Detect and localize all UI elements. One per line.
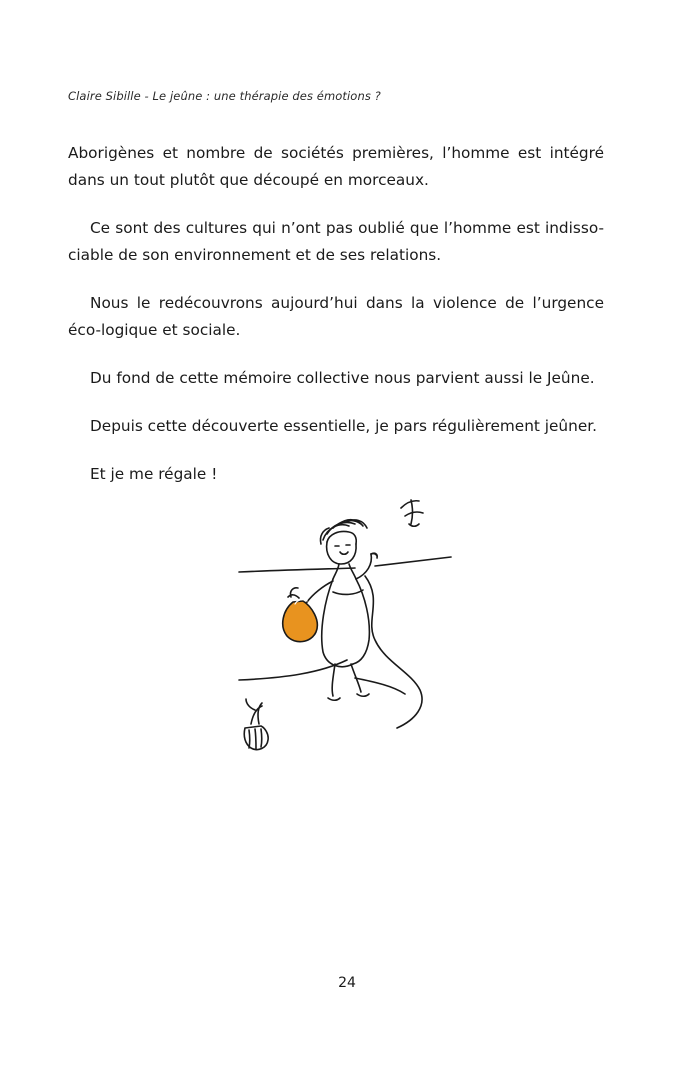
illustration-line-drawing [215, 480, 475, 770]
paragraph-3: Nous le redécouvrons aujourd’hui dans la violence de l’urgence éco-logique et sociale. [68, 294, 604, 339]
page-number: 24 [338, 975, 356, 991]
body-text [68, 140, 604, 509]
paragraph-1: Aborigènes et nombre de sociétés premières, l’homme est intégré dans un tout plutôt que découpé en morceaux. [68, 144, 604, 189]
paragraph-6: Et je me régale ! [90, 465, 218, 483]
paragraph-2: Ce sont des cultures qui n’ont pas oublié que l’homme est indisso-ciable de son environnement et de ses relations. [68, 219, 604, 264]
paragraph-4: Du fond de cette mémoire collective nous parvient aussi le Jeûne. [90, 369, 595, 387]
running-head: Claire Sibille - Le jeûne : une thérapie des émotions ? [68, 89, 381, 103]
paragraph-5: Depuis cette découverte essentielle, je pars régulièrement jeûner. [90, 417, 597, 435]
